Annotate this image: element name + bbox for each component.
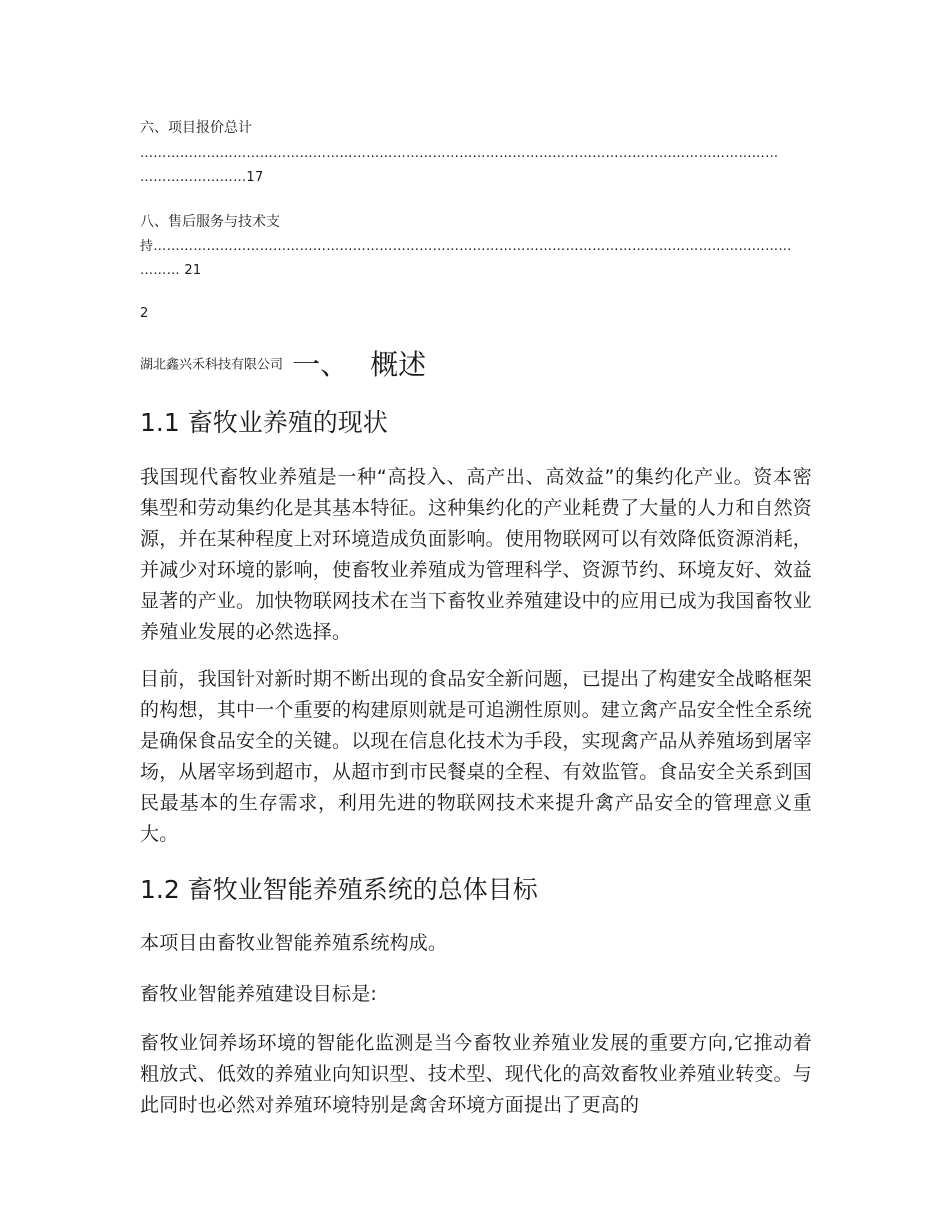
toc-page-reference[interactable]: ……… 21 [140,263,202,278]
body-paragraph: 畜牧业饲养场环境的智能化监测是当今畜牧业养殖业发展的重要方向,它推动着粗放式、低效的养殖业向知识型、技术型、现代化的高效畜牧业养殖业转变。与此同时也必然对养殖环境特别是禽舍环境方面提出了更高的 [140,1032,813,1116]
toc-page-reference[interactable]: ……………………17 [140,170,264,185]
chapter-header [140,343,426,383]
section-heading: 1.1 畜牧业养殖的现状 [140,408,388,437]
company-name: 湖北鑫兴禾科技有限公司 [140,357,284,373]
section-heading: 1.2 畜牧业智能养殖系统的总体目标 [140,875,538,904]
toc-leader-dots: 持……………………………………………………………………………………………………………………………… [140,239,792,254]
toc-leader-dots: ……………………………………………………………………………………………………………………………… [140,146,779,161]
body-paragraph: 目前，我国针对新时期不断出现的食品安全新问题，已提出了构建安全战略框架的构想，其中一个重要的构建原则就是可追溯性原则。建立禽产品安全性全系统是确保食品安全的关键。以现在信息化技术为手段，实现禽产品从养殖场到屠宰场，从屠宰场到超市，从超市到市民餐桌的全程、有效监管。食品安全关系到国民最基本的生存需求，利用先进的物联网技术来提升禽产品安全的管理意义重大。 [140,668,813,845]
body-paragraph: 本项目由畜牧业智能养殖系统构成。 [140,932,448,954]
toc-entry-title[interactable]: 八、售后服务与技术支 [140,214,280,230]
chapter-number: 一、 [292,348,349,381]
body-paragraph: 我国现代畜牧业养殖是一种“高投入、高产出、高效益”的集约化产业。资本密集型和劳动集约化是其基本特征。这种集约化的产业耗费了大量的人力和自然资源，并在某种程度上对环境造成负面影响。使用物联网可以有效降低资源消耗，并减少对环境的影响，使畜牧业养殖成为管理科学、资源节约、环境友好、效益显著的产业。加快物联网技术在当下畜牧业养殖建设中的应用已成为我国畜牧业养殖业发展的必然选择。 [140,466,813,643]
toc-entry-title[interactable]: 六、项目报价总计 [140,120,252,136]
chapter-title: 概述 [370,348,427,381]
page-number: 2 [140,306,149,321]
body-paragraph: 畜牧业智能养殖建设目标是: [140,983,378,1005]
